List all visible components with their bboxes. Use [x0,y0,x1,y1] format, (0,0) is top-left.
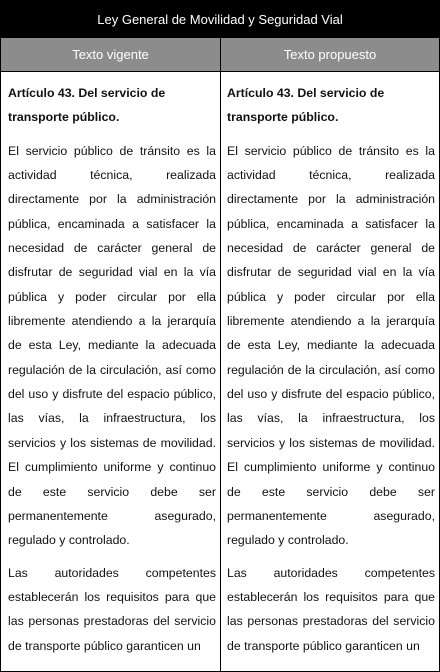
article-heading: Artículo 43. Del servicio de transporte público. [8,86,166,125]
article-heading: Artículo 43. Del servicio de transporte público. [227,86,385,125]
column-header-current: Texto vigente [72,47,149,62]
column-divider [220,38,221,672]
paragraph: El servicio público de tránsito es la actividad técnica, realizada directamente por la administración pública, encaminada a satisfacer la necesidad de carácter general de disfrutar de seguridad vial en la vía pública y poder circular por ella libremente atendiendo a la jerarquía de esta Ley, mediante la adecuada regulación de la circulación, así como del uso y disfrute del espacio público, las vías, la infraestructura, los servicios y los sistemas de movilidad. El cumplimiento uniforme y continuo de este servicio debe ser permanentemente asegurado, regulado y controlado. [227,143,435,548]
paragraph: El servicio público de tránsito es la actividad técnica, realizada directamente por la administración pública, encaminada a satisfacer la necesidad de carácter general de disfrutar de seguridad vial en la vía pública y poder circular por ella libremente atendiendo a la jerarquía de esta Ley, mediante la adecuada regulación de la circulación, así como del uso y disfrute del espacio público, las vías, la infraestructura, los servicios y los sistemas de movilidad. El cumplimiento uniforme y continuo de este servicio debe ser permanentemente asegurado, regulado y controlado. [8,143,216,548]
table-title: Ley General de Movilidad y Seguridad Vial [1,1,439,38]
column-header-proposed: Texto propuesto [283,47,377,62]
paragraph: Las autoridades competentes establecerán los requisitos para que las personas prestadoras del servicio de transporte público garanticen un [227,565,435,653]
proposed-text-cell [227,81,435,666]
current-text-cell [8,81,216,666]
paragraph: Las autoridades competentes establecerán los requisitos para que las personas prestadoras del servicio de transporte público garanticen un [8,565,216,653]
